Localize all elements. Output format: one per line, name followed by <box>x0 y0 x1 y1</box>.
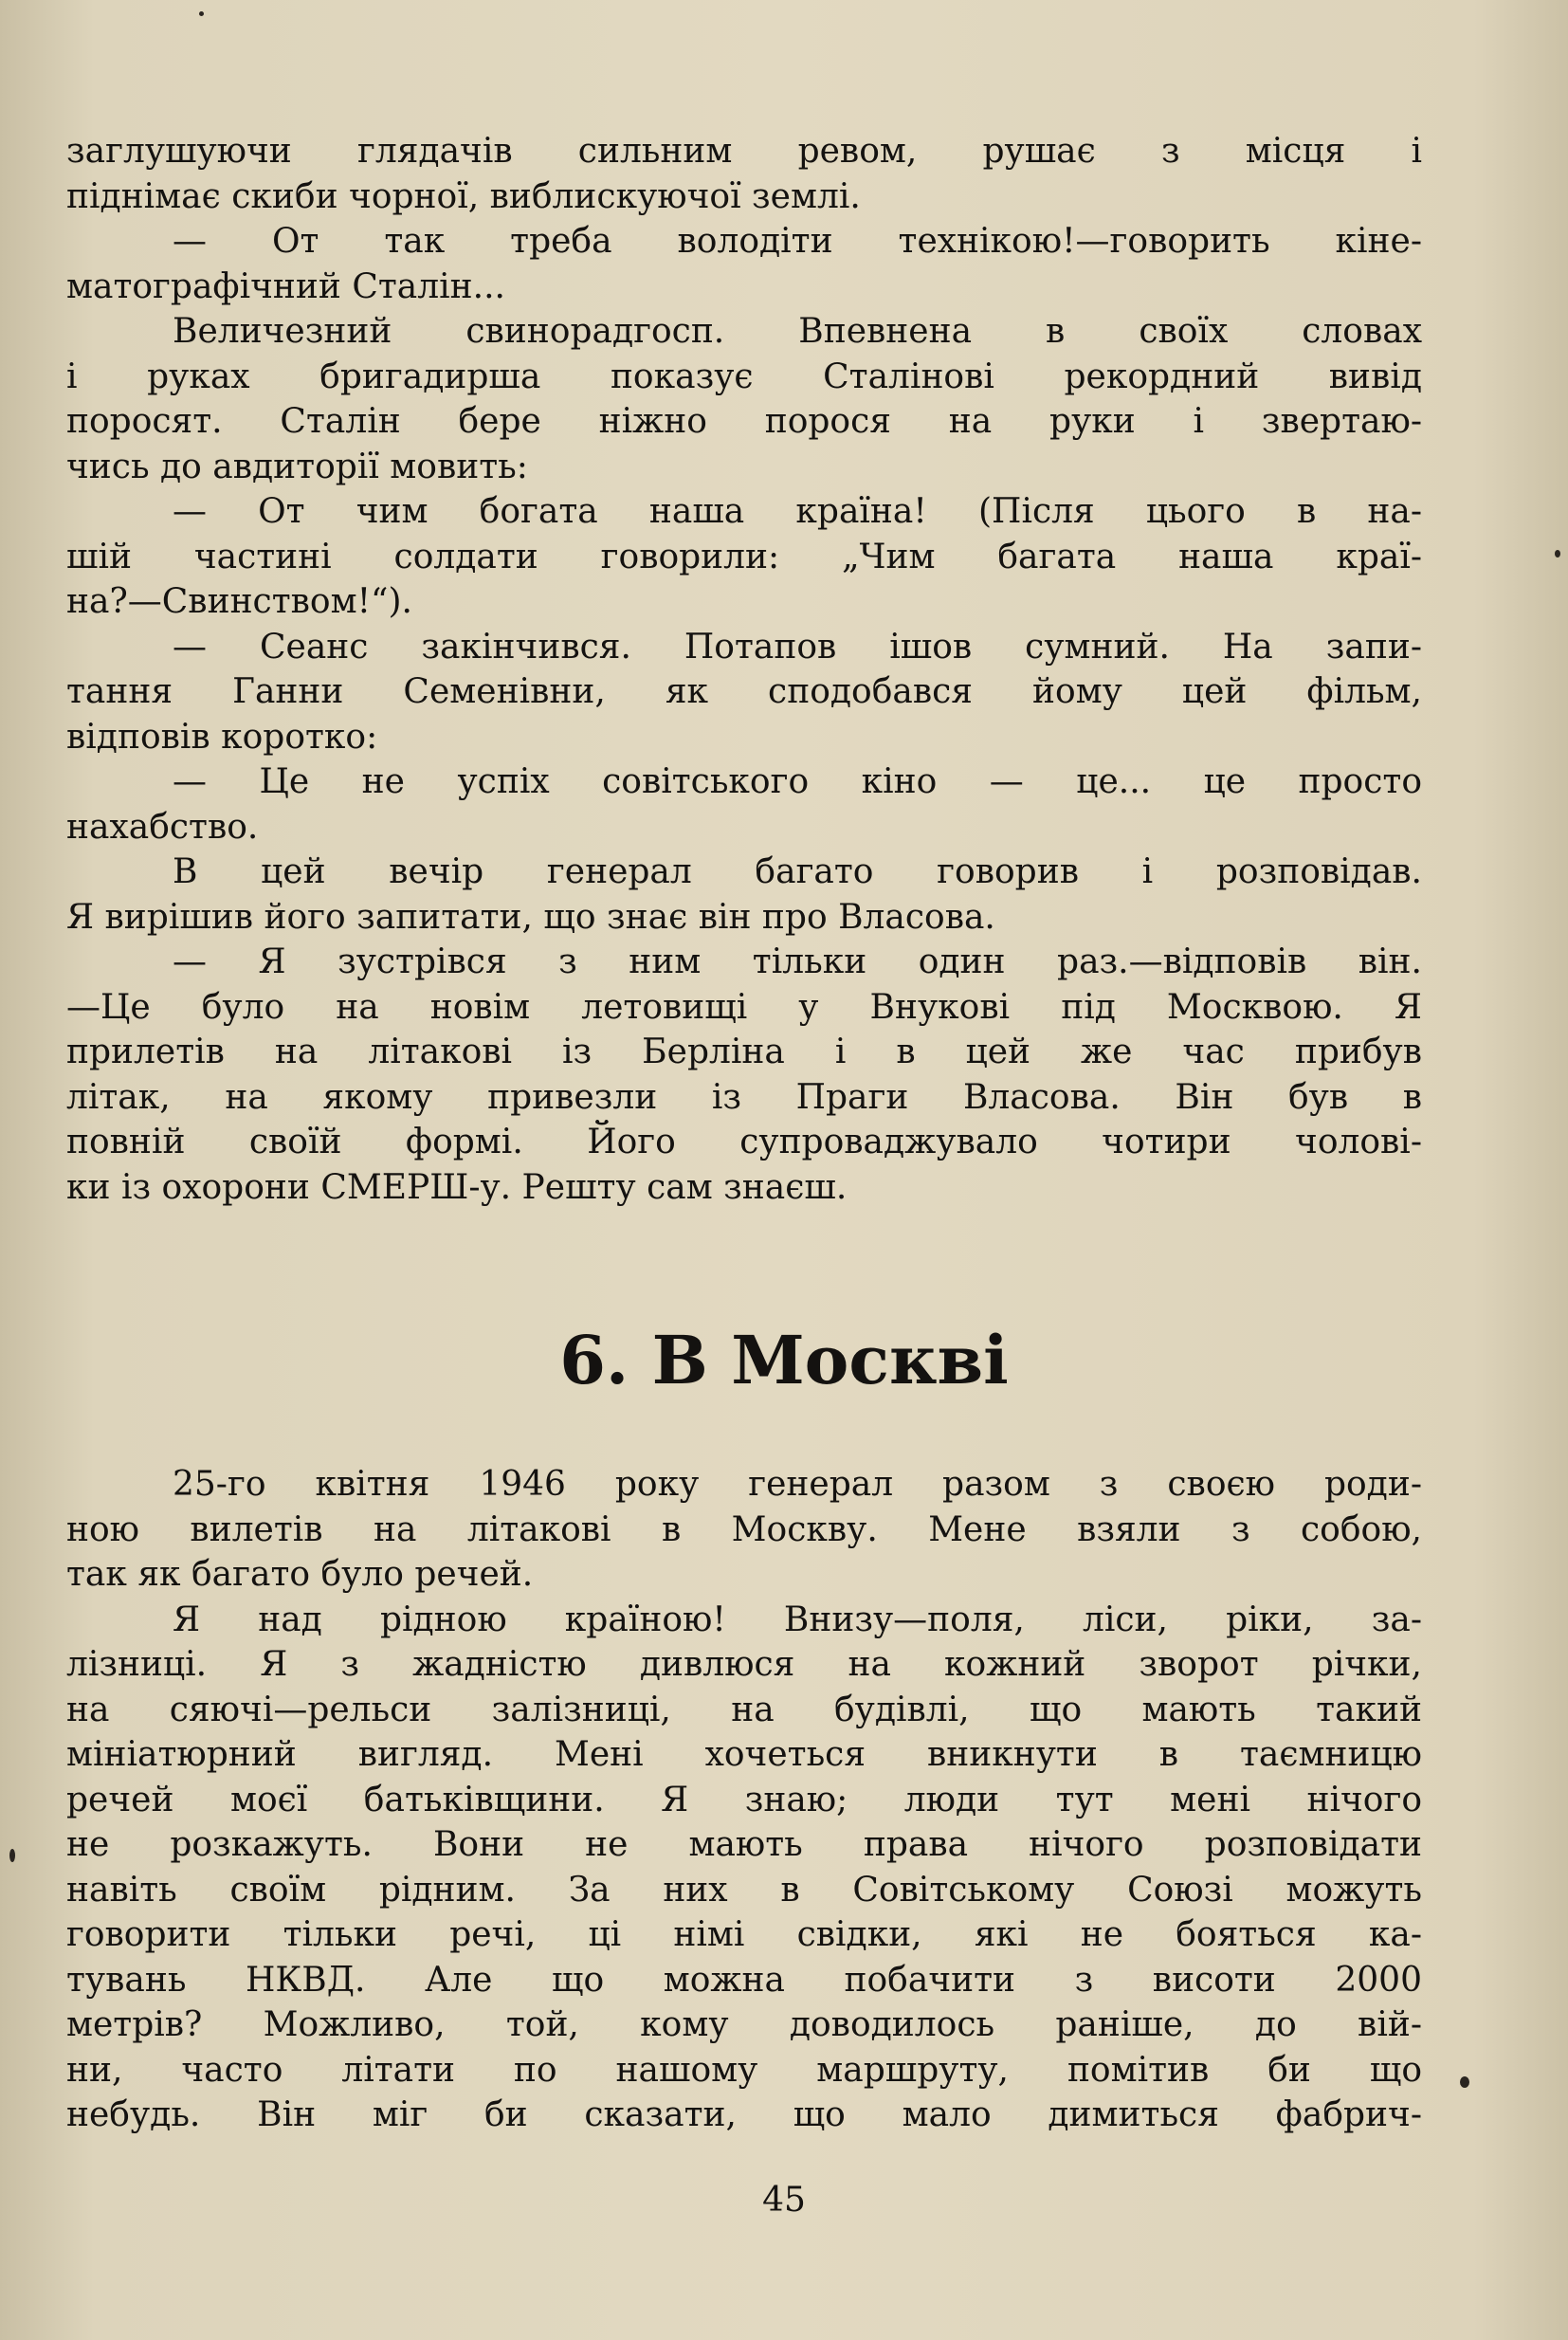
text-line: ки із охорони СМЕРШ-у. Решту сам знаєш. <box>66 1167 848 1207</box>
text-line: тання Ганни Семенівни, як сподобався йому цей фільм, <box>66 672 1422 711</box>
text-line: — От так треба володіти технікою!—говорить кіне- <box>173 222 1422 261</box>
text-line: навіть своїм рідним. За них в Совітському Союзі можуть <box>66 1870 1422 1910</box>
text-line: прилетів на літакові із Берліна і в цей же час прибув <box>66 1033 1422 1071</box>
text-line: так як багато було речей. <box>66 1555 534 1594</box>
text-line: і руках бригадирша показує Сталінові рекордний вивід <box>66 356 1422 396</box>
text-line: —Це було на новім летовищі у Внукові під Москвою. Я <box>66 987 1422 1027</box>
text-line: мініатюрний вигляд. Мені хочеться вникнути в таємницю <box>66 1735 1422 1774</box>
text-line: на сяючі—рельси залізниці, на будівлі, що мають такий <box>66 1690 1422 1729</box>
text-line: заглушуючи глядачів сильним ревом, рушає з місця і <box>66 132 1422 171</box>
text-line: поросят. Сталін бере ніжно порося на руки і звертаю- <box>66 402 1422 441</box>
ink-speck <box>1460 2076 1469 2088</box>
text-line: — Сеанс закінчився. Потапов ішов сумний. На запи- <box>173 627 1422 667</box>
text-line: ни, часто літати по нашому маршруту, помітив би що <box>66 2050 1422 2090</box>
text-line: Я над рідною країною! Внизу—поля, ліси, ріки, за- <box>173 1600 1422 1639</box>
text-line: метрів? Можливо, той, кому доводилось раніше, до вій- <box>66 2005 1422 2044</box>
text-block-top <box>66 129 1422 1210</box>
text-line: літак, на якому привезли із Праги Власова. Він був в <box>66 1077 1422 1117</box>
text-line: відповів коротко: <box>66 717 378 757</box>
text-line: нахабство. <box>66 807 259 847</box>
text-line: 25-го квітня 1946 року генерал разом з своєю роди- <box>173 1465 1422 1504</box>
text-line: Я вирішив його запитати, що знає він про Власова. <box>66 897 995 937</box>
text-line: чись до авдиторії мовить: <box>66 447 528 486</box>
page-number: 45 <box>762 2181 806 2220</box>
text-line: на?—Свинством!“). <box>66 582 412 621</box>
text-line: В цей вечір генерал багато говорив і розповідав. <box>173 852 1422 891</box>
text-line: говорити тільки речі, ці німі свідки, які не бояться ка- <box>66 1915 1422 1954</box>
text-line: — Це не успіх совітського кіно — це... це просто <box>173 762 1422 801</box>
ink-speck <box>9 1849 15 1862</box>
chapter-heading: 6. В Москві <box>559 1321 1009 1399</box>
text-line: — Я зустрівся з ним тільки один раз.—відповів він. <box>173 942 1422 981</box>
text-block-bottom <box>66 1462 1422 2138</box>
ink-speck <box>1555 550 1560 558</box>
text-line: речей моєї батьківщини. Я знаю; люди тут мені нічого <box>66 1780 1422 1819</box>
text-line: шій частині солдати говорили: „Чим багата наша краї- <box>66 537 1422 576</box>
text-line: не розкажуть. Вони не мають права нічого розповідати <box>66 1825 1422 1864</box>
text-line: лізниці. Я з жадністю дивлюся на кожний зворот річки, <box>66 1645 1422 1684</box>
text-line: матографічний Сталін... <box>66 266 505 306</box>
text-line: тувань НКВД. Але що можна побачити з висоти 2000 <box>66 1960 1422 2000</box>
text-line: — От чим богата наша країна! (Після цього в на- <box>173 492 1422 531</box>
text-line: небудь. Він міг би сказати, що мало димиться фабрич- <box>66 2095 1422 2134</box>
text-line: піднімає скиби чорної, виблискуючої землі. <box>66 176 861 216</box>
text-line: ною вилетів на літакові в Москву. Мене взяли з собою, <box>66 1509 1422 1549</box>
text-line: повній своїй формі. Його супроваджувало чотири чолові- <box>66 1123 1422 1161</box>
ink-speck <box>199 11 204 16</box>
text-line: Величезний свинорадгосп. Впевнена в своїх словах <box>173 312 1422 351</box>
